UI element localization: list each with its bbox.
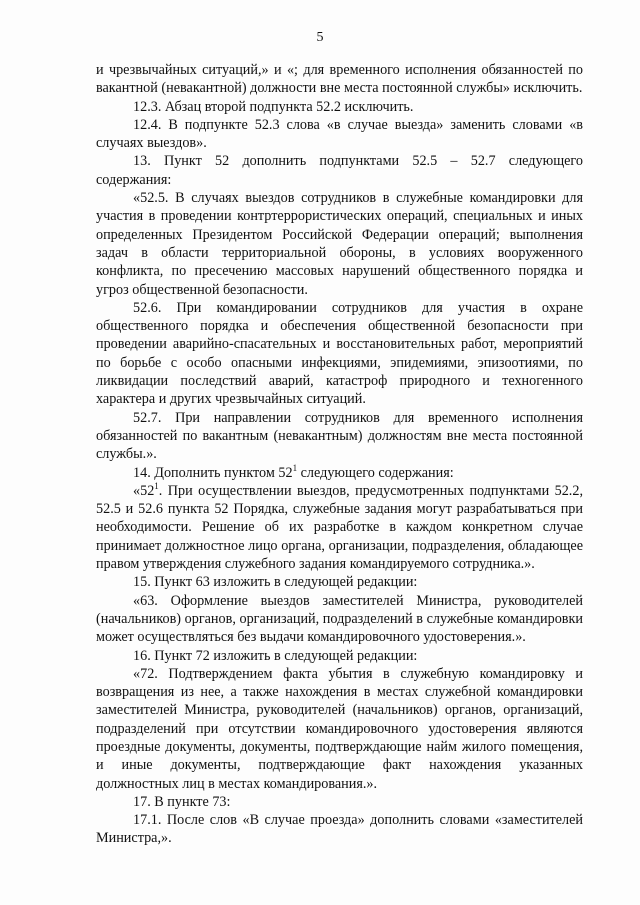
paragraph: 12.3. Абзац второй подпункта 52.2 исключить. (133, 98, 414, 115)
paragraph: 17.1. После слов «В случае проезда» дополнить словами «заместителей Министра,». (96, 812, 583, 847)
document-body (96, 61, 583, 848)
paragraph: 13. Пункт 52 дополнить подпунктами 52.5 – 52.7 следующего содержания: (96, 153, 583, 188)
paragraph: «72. Подтверждением факта убытия в служебную командировку и возвращения из нее, а также нахождения в местах служебной командировки заместителей Министра, руководителей (начальников) органов, организаций, подразделений при отсутствии командировочного удостоверения являются проездные документы, документы, подтверждающие найм жилого помещения, и иные документы, подтверждающие факт нахождения указанных должностных лиц в местах командирования.». (96, 665, 583, 792)
paragraph: 52.7. При направлении сотрудников для временного исполнения обязанностей по вакантным (невакантным) должностям вне места постоянной службы.». (96, 409, 583, 463)
paragraph: и чрезвычайных ситуаций,» и «; для временного исполнения обязанностей по вакантной (невакантной) должности вне места постоянной службы» исключить. (96, 62, 583, 97)
page-number: 5 (316, 30, 324, 45)
paragraph: 15. Пункт 63 изложить в следующей редакции: (133, 574, 418, 591)
paragraph: «52.5. В случаях выездов сотрудников в служебные командировки для участия в проведении контртеррористических операций, специальных и иных определенных Президентом Российской Федерации операций; выполнения задач в области территориальной обороны, в условиях вооруженного конфликта, по пресечению массовых нарушений общественного порядка и угроз общественной безопасности. (96, 190, 583, 298)
paragraph: 14. Дополнить пунктом $52^1$ следующего содержания: (133, 462, 454, 481)
paragraph: «63. Оформление выездов заместителей Министра, руководителей (начальников) органов, организаций, подразделений в служебные командировки может осуществляться без выдачи командировочного удостоверения.». (96, 592, 583, 646)
paragraph: 16. Пункт 72 изложить в следующей редакции: (133, 647, 418, 664)
paragraph: 52.6. При командировании сотрудников для участия в охране общественного порядка и обеспечения общественной безопасности при проведении аварийно-спасательных и восстановительных работ, мероприятий по борьбе с особо опасными инфекциями, эпидемиями, эпизоотиями, по ликвидации последствий аварий, катастроф природного и техногенного характера и других чрезвычайных ситуаций. (96, 299, 583, 408)
paragraph: «$52^1$. При осуществлении выездов, предусмотренных подпунктами 52.2, 52.5 и 52.6 пункта 52 Порядка, служебные задания могут разрабатываться при необходимости. Решение об их разработке в каждом конкретном случае принимает должностное лицо органа, организации, подразделения, обладающее правом утверждения служебного задания командируемого сотрудника.». (96, 480, 583, 573)
paragraph: 12.4. В подпункте 52.3 слова «в случае выезда» заменить словами «в случаях выездов». (96, 116, 583, 152)
paragraph: 17. В пункте 73: (133, 793, 231, 810)
